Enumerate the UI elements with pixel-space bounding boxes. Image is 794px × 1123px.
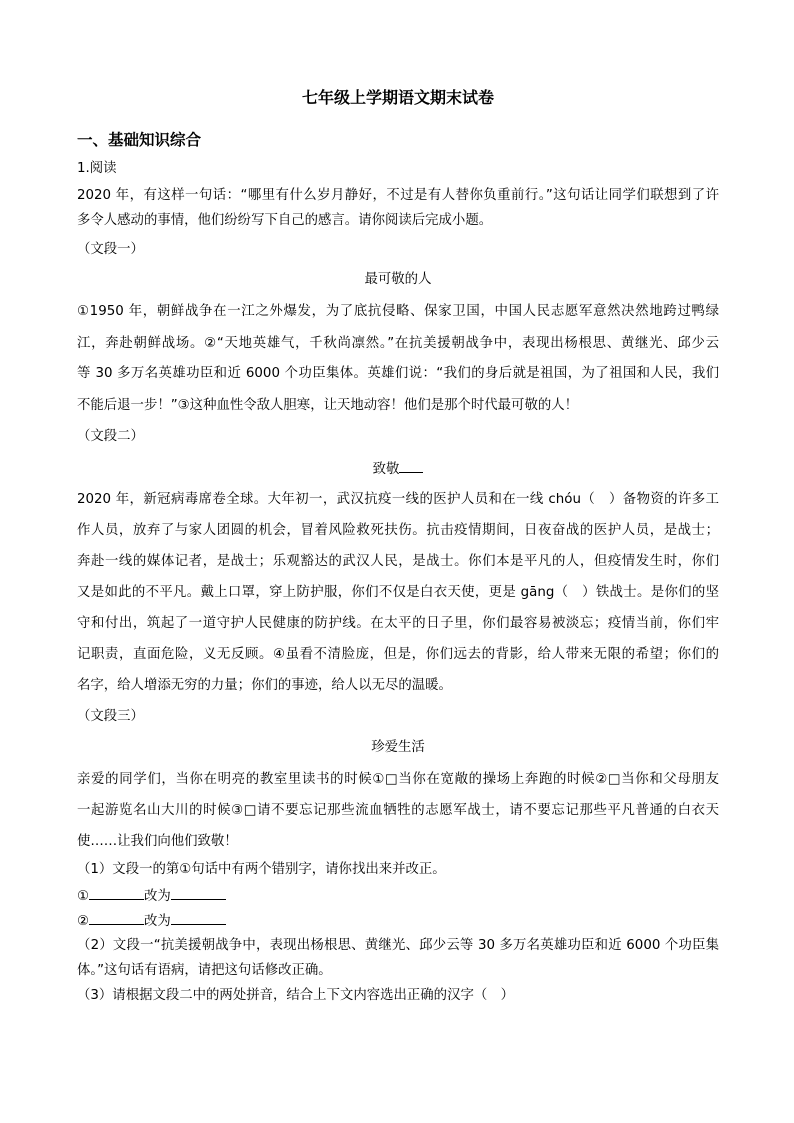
passage2-line: 奔赴一线的媒体记者，是战士；乐观豁达的武汉人民，是战士。你们本是平凡的人，但疫情发生时，你们 xyxy=(77,554,719,569)
question2-line: 体。”这句话有语病，请把这句话修改正确。 xyxy=(77,963,332,978)
passage3-line: 一起游览名山大川的时候③□请不要忘记那些流血牺牲的志愿军战士，请不要忘记那些平凡普通的白衣天 xyxy=(77,803,719,818)
question1-text: （1）文段一的第①句话中有两个错别字，请你找出来并改正。 xyxy=(77,862,446,877)
passage2-line: 名字，给人增添无穷的力量；你们的事迹，给人以无尽的温暖。 xyxy=(77,678,452,693)
question2-line: （2）文段一“抗美援朝战争中，表现出杨根思、黄继光、邱少云等 30 多万名英雄功臣和近 6000 个功臣集 xyxy=(77,938,719,953)
passage1-line: 不能后退一步！”③这种血性令敌人胆寒，让天地动容！他们是那个时代最可敬的人！ xyxy=(77,398,579,413)
passage1-line: 江，奔赴朝鲜战场。②“天地英雄气，千秋尚凛然。”在抗美援朝战争中，表现出杨根思、黄继光、邱少云 xyxy=(77,336,719,351)
passage2-line: 2020 年，新冠病毒席卷全球。大年初一，武汉抗疫一线的医护人员和在一线 chóu（ ）备物资的许多工 xyxy=(77,492,719,507)
passage2-label: （文段二） xyxy=(77,429,144,444)
question1-row xyxy=(77,885,719,907)
page-title: 七年级上学期语文期末试卷 xyxy=(301,88,494,107)
passage3-heading: 珍爱生活 xyxy=(371,740,425,755)
passage1-label: （文段一） xyxy=(77,242,144,257)
section-heading: 一、基础知识综合 xyxy=(77,131,202,149)
passage2-line: 又是如此的不平凡。戴上口罩，穿上防护服，你们不仅是白衣天使，更是 gāng（ ）铁战士。是你们的坚 xyxy=(77,585,719,600)
passage2-line: 作人员，放弃了与家人团圆的机会，冒着风险救死扶伤。抗击疫情期间，日夜奋战的医护人员，是战士； xyxy=(77,523,719,538)
passage2-heading: 致敬 xyxy=(77,458,719,480)
question3-text: （3）请根据文段二中的两处拼音，结合上下文内容选出正确的汉字（ ） xyxy=(77,988,515,1003)
answer-blank[interactable] xyxy=(89,910,144,925)
intro-line: 2020 年，有这样一句话：“哪里有什么岁月静好，不过是有人替你负重前行。”这句话让同学们联想到了许 xyxy=(77,188,719,203)
row-number: ① xyxy=(77,889,90,904)
passage3-line: 亲爱的同学们，当你在明亮的教室里读书的时候①□当你在宽敞的操场上奔跑的时候②□当你和父母朋友 xyxy=(77,772,719,787)
change-to-label: 改为 xyxy=(144,914,171,929)
row-number: ② xyxy=(77,914,90,929)
answer-blank[interactable] xyxy=(171,885,226,900)
passage2-line: 记职责，直面危险，义无反顾。④虽看不清脸庞，但是，你们远去的背影，给人带来无限的希望；你们的 xyxy=(77,647,719,662)
passage1-line: 等 30 多万名英雄功臣和近 6000 个功臣集体。英雄们说：“我们的身后就是祖国，为了祖国和人民，我们 xyxy=(77,366,719,381)
heading-blank xyxy=(399,458,423,473)
passage3-label: （文段三） xyxy=(77,709,144,724)
intro-line: 多令人感动的事情，他们纷纷写下自己的感言。请你阅读后完成小题。 xyxy=(77,213,493,228)
passage1-line: ①1950 年，朝鲜战争在一江之外爆发，为了底抗侵略、保家卫国，中国人民志愿军意然决然地跨过鸭绿 xyxy=(77,304,719,319)
passage2-line: 守和付出，筑起了一道守护人民健康的防护线。在太平的日子里，你们最容易被淡忘；疫情当前，你们牢 xyxy=(77,616,719,631)
answer-blank[interactable] xyxy=(171,910,226,925)
passage3-line: 使……让我们向他们致敬！ xyxy=(77,834,238,849)
question-label: 1.阅读 xyxy=(77,161,117,176)
passage1-heading: 最可敬的人 xyxy=(364,272,432,287)
change-to-label: 改为 xyxy=(144,889,171,904)
question1-row xyxy=(77,910,719,932)
answer-blank[interactable] xyxy=(89,885,144,900)
